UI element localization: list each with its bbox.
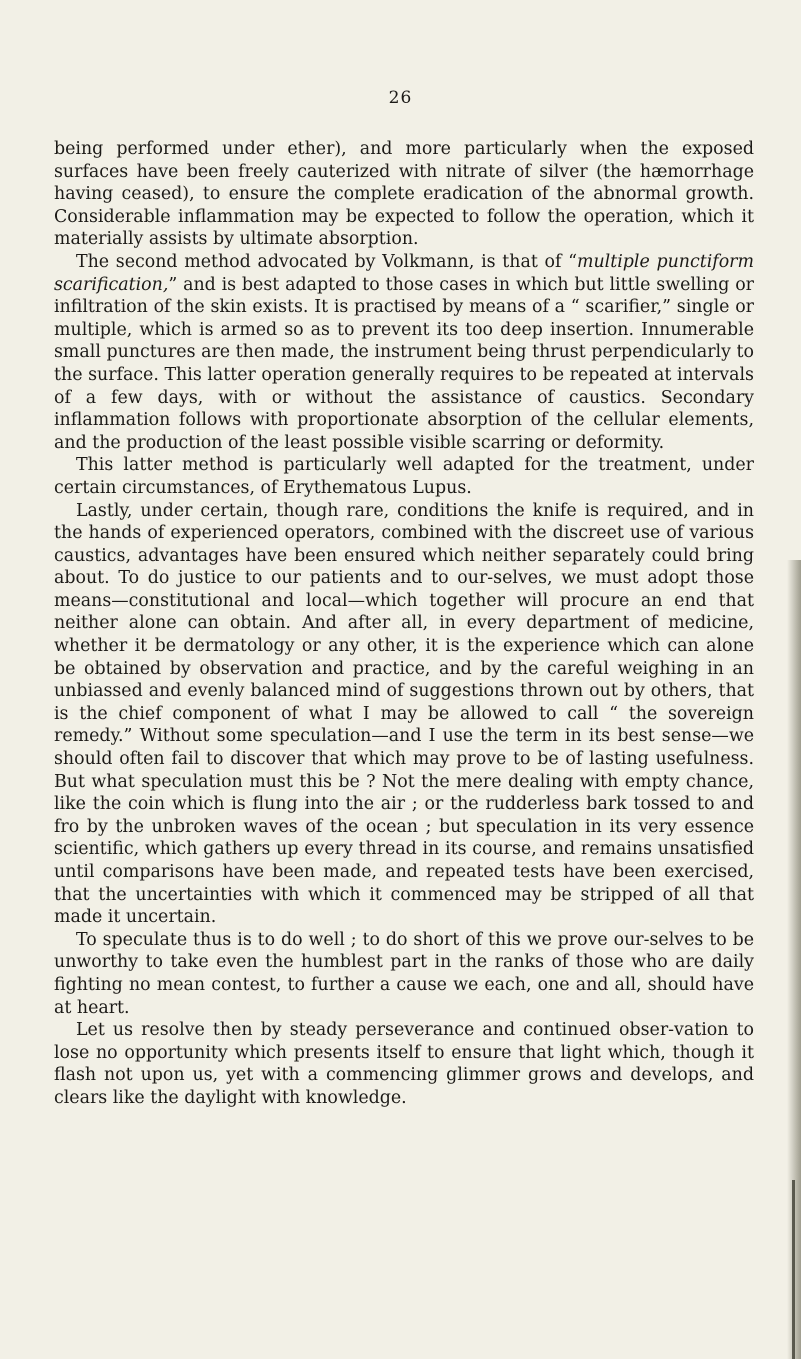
paragraph-continuation: being performed under ether), and more particularly when the exposed surfaces have been freely cauterized with nitrate of silver (the hæmorrhage having ceased), to ensure the complete eradication of the abnormal growth. Considerable inflammation may be expected to follow the operation, which it materially assists by ultimate absorption. <box>54 139 754 250</box>
paragraph-lastly: Lastly, under certain, though rare, conditions the knife is required, and in the hands of experienced operators, combined with the discreet use of various caustics, advantages have been ensured which neither separately could bring about. To do justice to our patients and to our-selves, we must adopt those means—constitutional and local—which together will procure an end that neither alone can obtain. And after all, in every department of medicine, whether it be dermatology or any other, it is the experience which can alone be obtained by observation and practice, and by the careful weighing in an unbiassed and evenly balanced mind of suggestions thrown out by others, that is the chief component of what I may be allowed to call “ the sovereign remedy.” Without some speculation—and I use the term in its best sense—we should often fail to discover that which may prove to be of lasting usefulness. But what speculation must this be ? Not the mere dealing with empty chance, like the coin which is flung into the air ; or the rudderless bark tossed to and fro by the unbroken waves of the ocean ; but speculation in its very essence scientific, which gathers up every thread in its course, and remains unsatisfied until comparisons have been made, and repeated tests have been exercised, that the uncertainties with which it commenced may be stripped of all that made it uncertain. <box>54 500 754 928</box>
second-method-emphasis: multiple punctiform scarification, <box>54 251 754 295</box>
second-method-lead: The second method advocated by Volkmann, is that of “ <box>76 251 577 272</box>
paragraph-second-method <box>54 251 754 454</box>
page-edge-line <box>792 1180 795 1359</box>
second-method-rest: ” and is best adapted to those cases in which but little swelling or infiltration of the skin exists. It is practised by means of a “ scarifier,” single or multiple, which is armed so as to prevent its too deep insertion. Innumerable small punctures are then made, the instrument being thrust perpendicularly to the surface. This latter operation generally requires to be repeated at intervals of a few days, with or without the assistance of caustics. Secondary inflammation follows with proportionate absorption of the cellular elements, and the production of the least possible visible scarring or deformity. <box>54 274 754 453</box>
page-number: 26 <box>388 88 413 108</box>
paragraph-speculate: To speculate thus is to do well ; to do short of this we prove our-selves to be unworthy to take even the humblest part in the ranks of those who are daily fighting no mean contest, to further a cause we each, one and all, should have at heart. <box>54 929 754 1018</box>
body-text <box>54 138 754 1110</box>
paragraph-lupus: This latter method is particularly well adapted for the treatment, under certain circumstances, of Erythematous Lupus. <box>54 455 754 498</box>
paragraph-resolve: Let us resolve then by steady perseverance and continued obser-vation to lose no opportunity which presents itself to ensure that light which, though it flash not upon us, yet with a commencing glimmer grows and develops, and clears like the daylight with knowledge. <box>54 1020 754 1108</box>
